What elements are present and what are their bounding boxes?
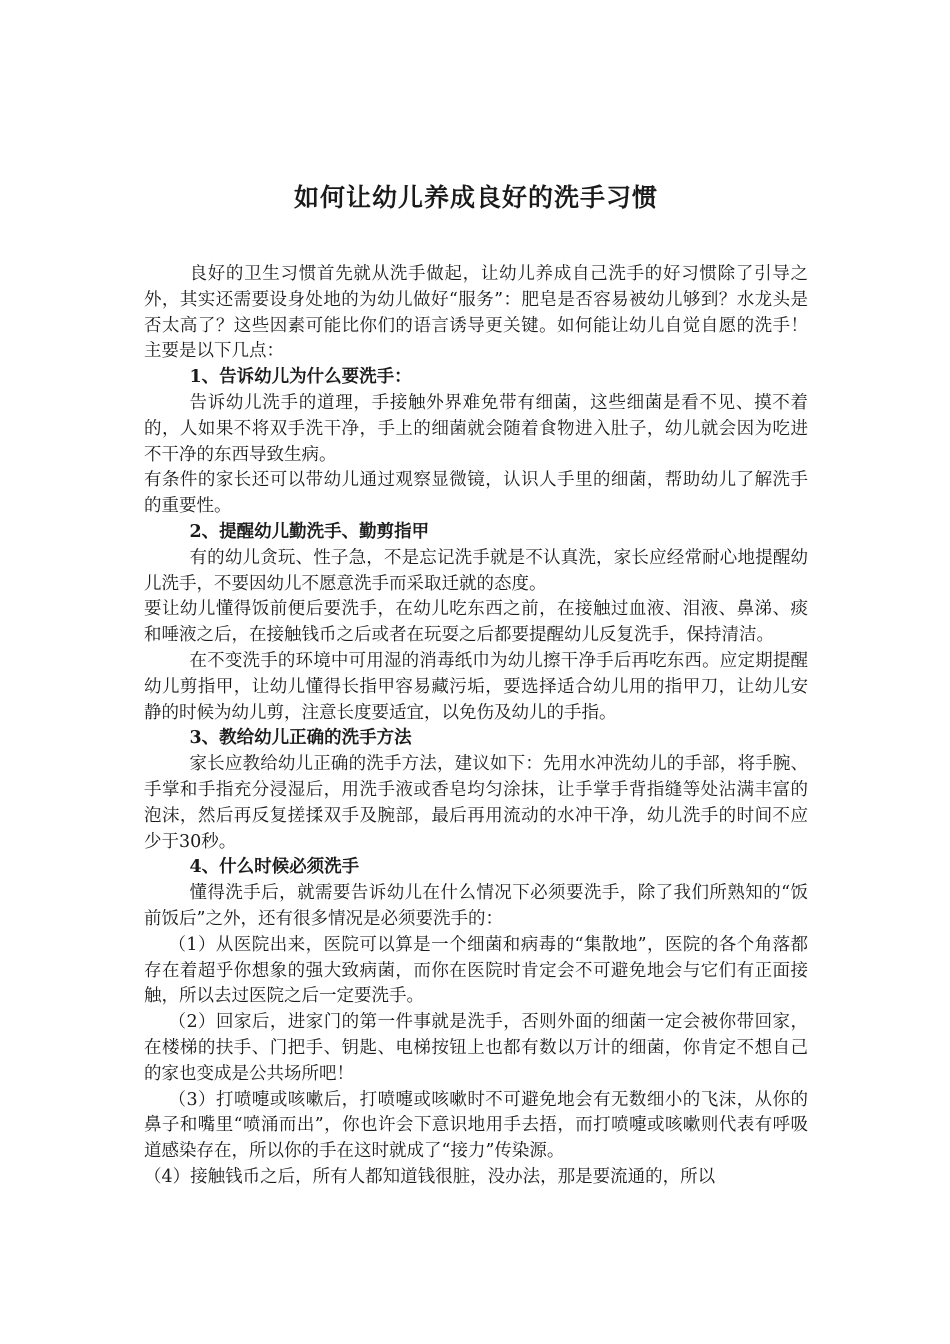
paragraph: 要让幼儿懂得饭前便后要洗手，在幼儿吃东西之前，在接触过血液、泪液、鼻涕、痰和唾液之后，在接触钱币之后或者在玩耍之后都要提醒幼儿反复洗手，保持清洁。 <box>144 599 808 646</box>
paragraph: 懂得洗手后，就需要告诉幼儿在什么情况下必须要洗手，除了我们所熟知的“饭前饭后”之外，还有很多情况是必须要洗手的： <box>144 883 808 929</box>
paragraph: 有的幼儿贪玩、性子急，不是忘记洗手就是不认真洗，家长应经常耐心地提醒幼儿洗手，不要因幼儿不愿意洗手而采取迁就的态度。 <box>144 547 808 594</box>
section-heading: 4、什么时候必须洗手 <box>189 857 360 878</box>
section-heading: 2、提醒幼儿勤洗手、勤剪指甲 <box>189 521 430 542</box>
paragraph: 告诉幼儿洗手的道理，手接触外界难免带有细菌，这些细菌是看不见、摸不着的，人如果不将双手洗干净，手上的细菌就会随着食物进入肚子，幼儿就会因为吃进不干净的东西导致生病。 <box>144 392 808 465</box>
document-body <box>144 262 808 1191</box>
paragraph: （3）打喷嚏或咳嗽后，打喷嚏或咳嗽时不可避免地会有无数细小的飞沫，从你的鼻子和嘴里“喷涌而出”，你也许会下意识地用手去捂，而打喷嚏或咳嗽则代表有呼吸道感染存在，所以你的手在这时就成了“接力”传染源。 <box>144 1089 808 1162</box>
paragraph: （1）从医院出来，医院可以算是一个细菌和病毒的“集散地”，医院的各个角落都存在着超乎你想象的强大致病菌，而你在医院时肯定会不可避免地会与它们有正面接触，所以去过医院之后一定要洗手。 <box>144 934 808 1007</box>
document-page <box>144 180 808 1191</box>
paragraph: 在不变洗手的环境中可用湿的消毒纸巾为幼儿擦干净手后再吃东西。应定期提醒幼儿剪指甲，让幼儿懂得长指甲容易藏污垢，要选择适合幼儿用的指甲刀，让幼儿安静的时候为幼儿剪，注意长度要适宜，以免伤及幼儿的手指。 <box>144 650 808 723</box>
section-heading: 1、告诉幼儿为什么要洗手： <box>189 367 412 388</box>
paragraph: 有条件的家长还可以带幼儿通过观察显微镜，认识人手里的细菌，帮助幼儿了解洗手的重要性。 <box>144 470 808 517</box>
paragraph: （2）回家后，进家门的第一件事就是洗手，否则外面的细菌一定会被你带回家，在楼梯的扶手、门把手、钥匙、电梯按钮上也都有数以万计的细菌，你肯定不想自己的家也变成是公共场所吧！ <box>144 1012 808 1084</box>
section-heading: 3、教给幼儿正确的洗手方法 <box>189 728 412 749</box>
paragraph: （4）接触钱币之后，所有人都知道钱很脏，没办法，那是要流通的，所以 <box>144 1166 716 1187</box>
paragraph: 良好的卫生习惯首先就从洗手做起，让幼儿养成自己洗手的好习惯除了引导之外，其实还需要设身处地的为幼儿做好“服务”：肥皂是否容易被幼儿够到？水龙头是否太高了？这些因素可能比你们的语言诱导更关键。如何能让幼儿自觉自愿的洗手！主要是以下几点： <box>144 264 808 362</box>
paragraph: 家长应教给幼儿正确的洗手方法，建议如下：先用水冲洗幼儿的手部，将手腕、手掌和手指充分浸湿后，用洗手液或香皂均匀涂抹，让手掌手背指缝等处沾满丰富的泡沫，然后再反复搓揉双手及腕部，最后再用流动的水冲干净，幼儿洗手的时间不应少于30秒。 <box>144 754 808 852</box>
document-title: 如何让幼儿养成良好的洗手习惯 <box>293 183 658 212</box>
